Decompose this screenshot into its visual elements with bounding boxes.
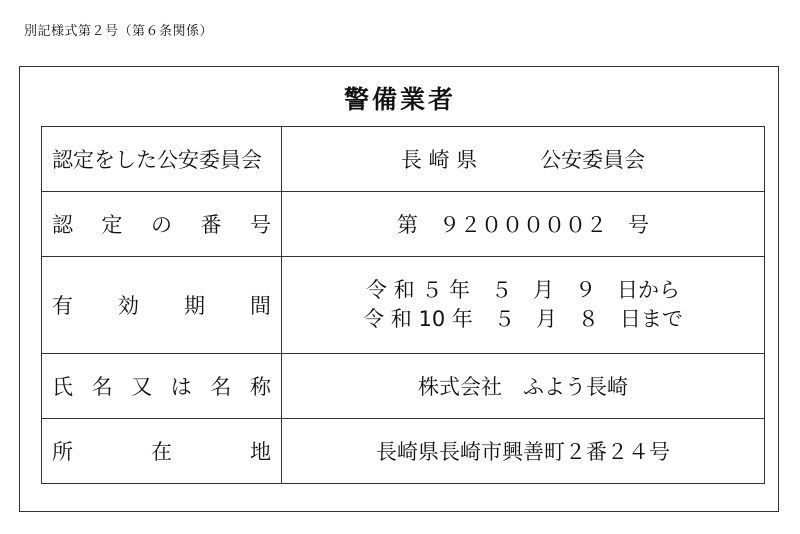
validity-start-line: 令 和 ５ 年 ５ 月 ９ 日から (365, 278, 681, 302)
name-value: 株式会社 ふよう長崎 (282, 354, 765, 419)
validity-period-label: 有 効 期 間 (42, 257, 282, 354)
name-label: 氏 名 又 は 名 称 (42, 354, 282, 419)
location-value: 長崎県長崎市興善町２番２４号 (282, 419, 765, 484)
certificate-title: 警備業者 (343, 85, 456, 114)
table-row (42, 257, 765, 354)
table-row (42, 127, 765, 192)
location-label: 所 在 地 (42, 419, 282, 484)
certifying-commission-label: 認定をした公安委員会 (42, 127, 282, 192)
certification-number-value: 第 ９２０００００２ 号 (282, 192, 765, 257)
certification-number-label: 認 定 の 番 号 (42, 192, 282, 257)
form-number-label: 別記様式第２号（第６条関係） (24, 24, 214, 39)
validity-end-line: 令 和 10 年 ５ 月 ８ 日まで (363, 307, 683, 331)
certificate-table (41, 126, 765, 484)
table-row (42, 192, 765, 257)
validity-period-value (282, 257, 765, 354)
certifying-commission-value: 長 崎 県 公安委員会 (282, 127, 765, 192)
table-row (42, 419, 765, 484)
table-row (42, 354, 765, 419)
certificate-frame (19, 66, 779, 512)
